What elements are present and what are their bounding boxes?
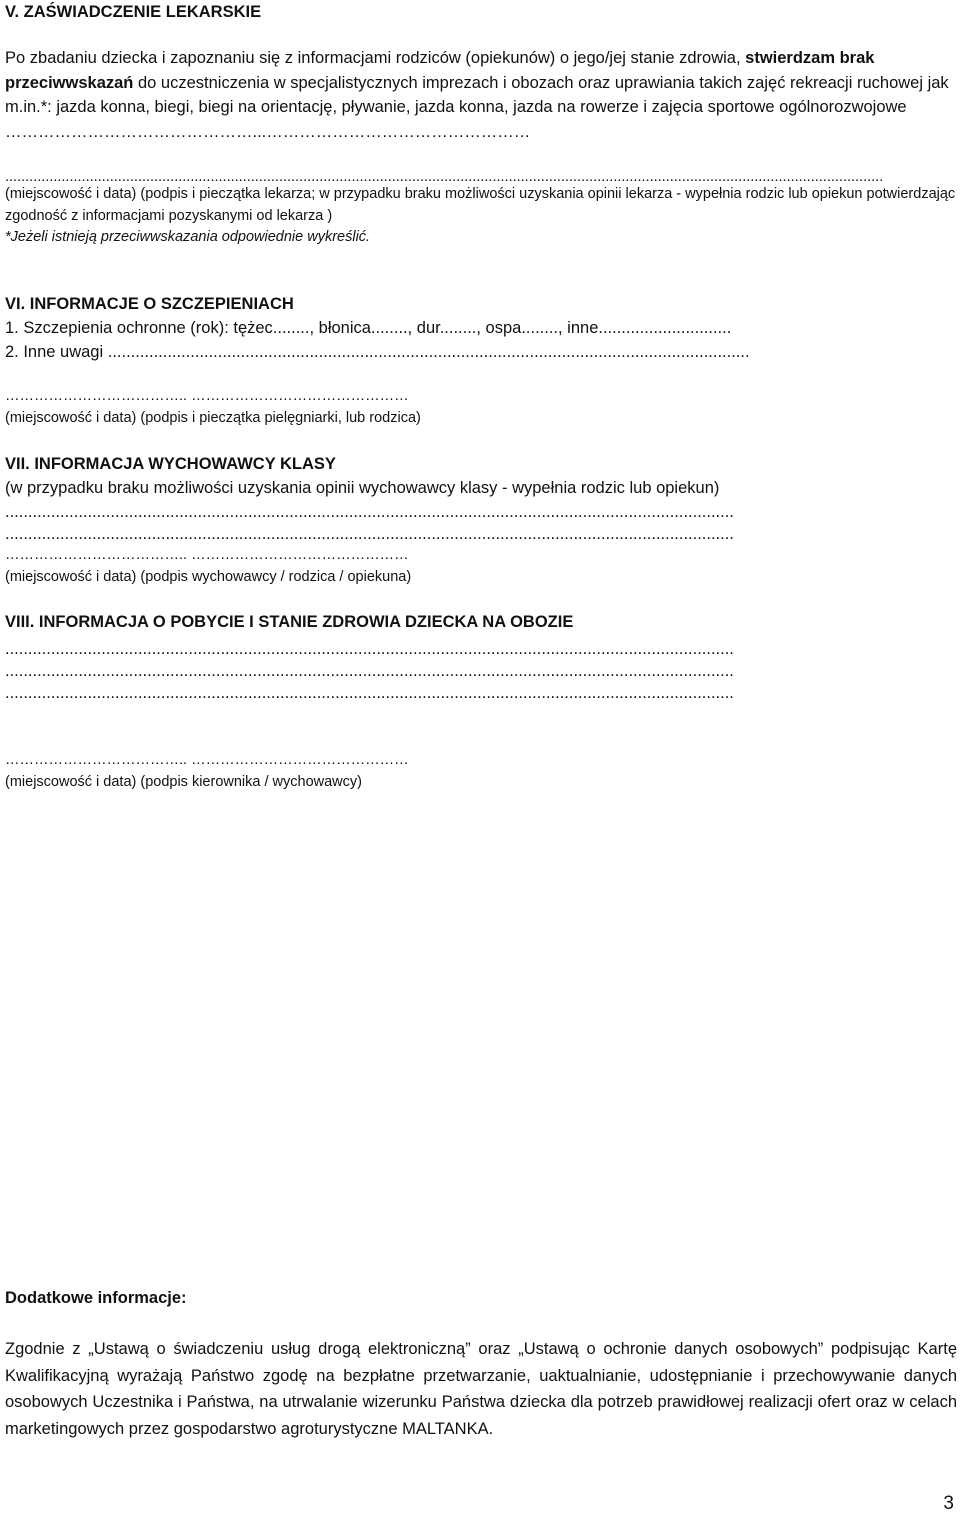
page-number: 3 <box>943 1493 954 1514</box>
nurse-signature-caption: (miejscowość i data) (podpis i pieczątka pielęgniarki, lub rodzica) <box>5 410 421 426</box>
camp-line-1: ............................................................................................................................................................... <box>5 640 734 658</box>
other-notes-line: 2. Inne uwagi ............................................................................................................................................ <box>5 343 750 361</box>
vaccinations-line: 1. Szczepienia ochronne (rok): tężec........, błonica........, dur........, ospa........, inne............................. <box>5 319 732 337</box>
no-contraindications-text: stwierdzam brak przeciwwskazań <box>5 49 875 92</box>
section-vi-heading: VI. INFORMACJE O SZCZEPIENIACH <box>5 295 294 313</box>
teacher-signature-caption: (miejscowość i data) (podpis wychowawcy / rodzica / opiekuna) <box>5 569 412 585</box>
intro-text: Po zbadaniu dziecka i zapoznaniu się z informacjami rodziców (opiekunów) o jego/jej stanie zdrowia, <box>5 49 741 67</box>
doctor-signature-caption: (miejscowość i data) (podpis i pieczątka lekarza; w przypadku braku możliwości uzyskania opinii lekarza - wypełnia rodzic lub opiekun potwierdzając zgodność z informacjami pozyskanymi od lekarza ) <box>5 186 956 224</box>
camp-line-3: ............................................................................................................................................................... <box>5 684 734 702</box>
section-v-heading: V. ZAŚWIADCZENIE LEKARSKIE <box>5 3 262 21</box>
camp-signature-dots: ……………………………….. ……………………………………… <box>5 752 409 768</box>
medical-certificate-paragraph <box>5 46 957 144</box>
additional-info-heading: Dodatkowe informacje: <box>5 1289 187 1307</box>
teacher-signature-dots: ……………………………….. ……………………………………… <box>5 547 409 563</box>
signature-dots-line: .......................................................................................................................................................................................................................... <box>5 169 884 185</box>
section-vii-heading: VII. INFORMACJA WYCHOWAWCY KLASY <box>5 455 336 473</box>
nurse-signature-dots: ……………………………….. ……………………………………… <box>5 388 409 404</box>
activities-text: do uczestniczenia w specjalistycznych imprezach i obozach oraz uprawiania takich zajęć rekreacji ruchowej jak m.in.*: jazda konna, biegi, biegi na orientację, pływanie, jazda konna, jazda na rowerze i zajęcia sportowe ogólnorozwojowe ………………………………………...………………………………………… <box>5 73 949 141</box>
camp-line-2: ............................................................................................................................................................... <box>5 662 734 680</box>
data-consent-paragraph: Zgodnie z „Ustawą o świadczeniu usług drogą elektroniczną” oraz „Ustawą o ochronie danych osobowych” podpisując Kartę Kwalifikacyjną wyrażają Państwo zgodę na bezpłatne przetwarzanie, uaktualnianie, udostępnianie i przechowywanie danych osobowych Uczestnika i Państwa, na utrwalanie wizerunku Państwa dziecka dla potrzeb prawidłowej realizacji ofert oraz w celach marketingowych przez gospodarstwo agroturystyczne MALTANKA. <box>5 1340 957 1438</box>
section-vii-subtitle: (w przypadku braku możliwości uzyskania opinii wychowawcy klasy - wypełnia rodzic lub opiekun) <box>5 479 720 497</box>
section-viii-heading: VIII. INFORMACJA O POBYCIE I STANIE ZDROWIA DZIECKA NA OBOZIE <box>5 613 574 631</box>
teacher-line-1: ............................................................................................................................................................... <box>5 503 734 521</box>
camp-signature-caption: (miejscowość i data) (podpis kierownika / wychowawcy) <box>5 774 362 790</box>
footnote-contraindications: *Jeżeli istnieją przeciwwskazania odpowiednie wykreślić. <box>5 229 371 245</box>
teacher-line-2: ............................................................................................................................................................... <box>5 525 734 543</box>
